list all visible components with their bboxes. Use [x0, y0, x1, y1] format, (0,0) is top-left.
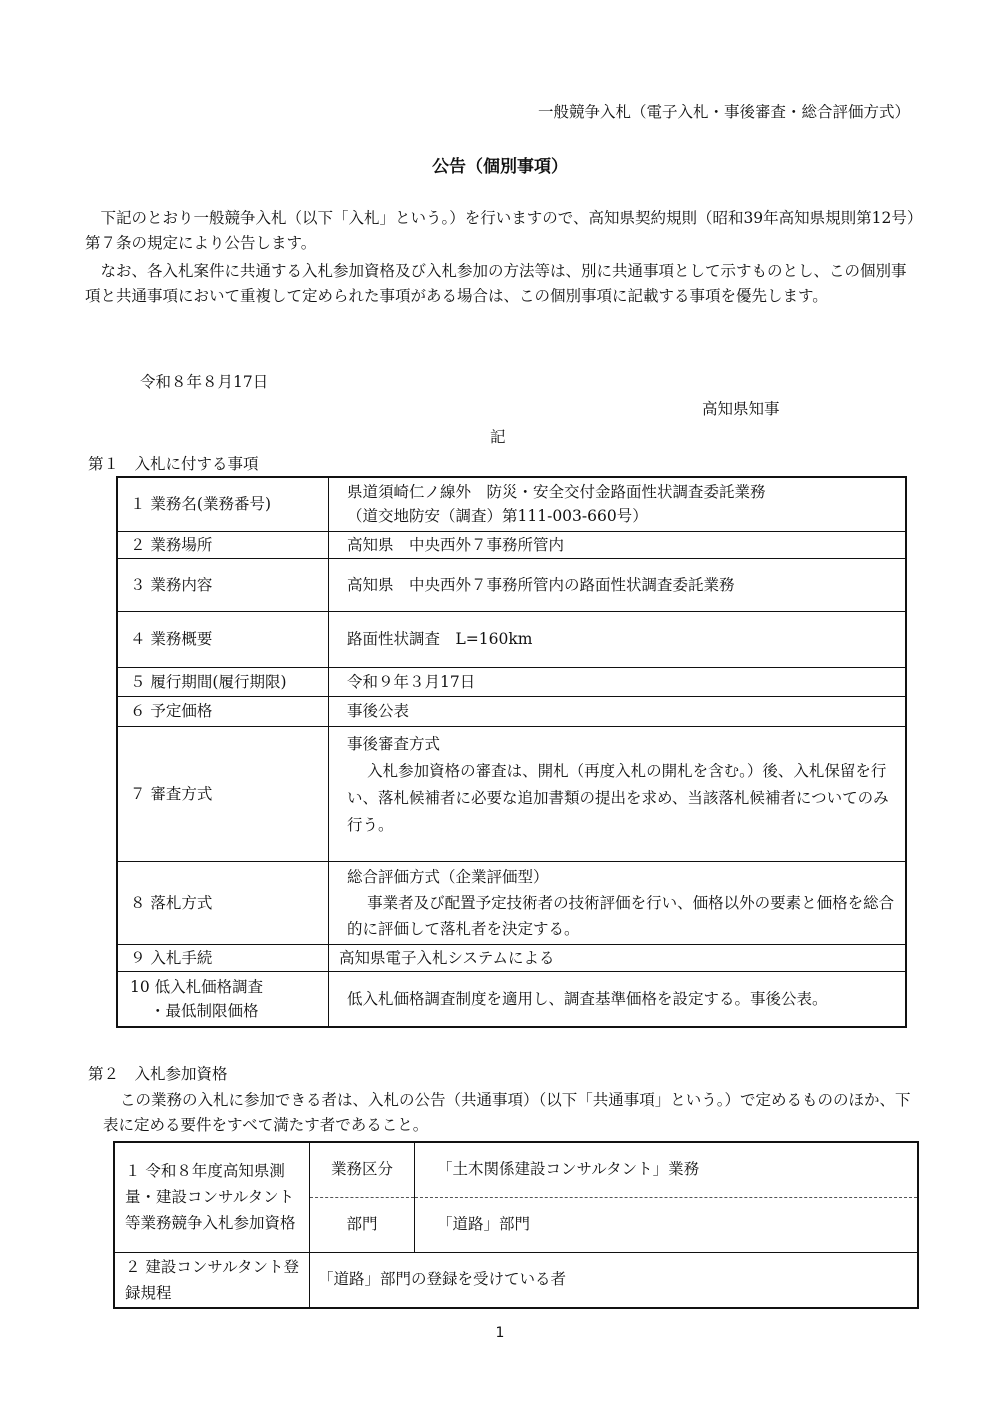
row-value: 高知県 中央西外７事務所管内の路面性状調査委託業務: [329, 558, 907, 611]
section1-heading: 第１ 入札に付する事項: [88, 455, 259, 473]
review-method: 事後審査方式: [347, 734, 441, 753]
row-key: １ 令和８年度高知県測量・建設コンサルタント等業務競争入札参加資格: [114, 1142, 310, 1252]
section2-text: この業務の入札に参加できる者は、入札の公告（共通事項）（以下「共通事項」という。）で定めるもののほか、下表に定める要件をすべて満たす者であること。: [103, 1091, 911, 1134]
sub-label: 部門: [310, 1197, 415, 1252]
bid-method-label: 一般競争入札（電子入札・事後審査・総合評価方式）: [537, 103, 910, 121]
row-value: 路面性状調査 L=160km: [329, 611, 907, 667]
row-value: [329, 726, 907, 861]
row-key: １ 業務名(業務番号): [117, 477, 329, 531]
table-row: [114, 1252, 918, 1308]
row-value: 「道路」部門の登録を受けている者: [310, 1252, 919, 1308]
table-row: [117, 944, 906, 971]
row-value: [329, 477, 907, 531]
award-method: 総合評価方式（企業評価型）: [347, 867, 549, 886]
issuer: 高知県知事: [702, 400, 780, 418]
row-key: ４ 業務概要: [117, 611, 329, 667]
business-number: （道交地防安（調査）第111-003-660号）: [347, 507, 648, 526]
row-key: ８ 落札方式: [117, 861, 329, 944]
row-key: ２ 建設コンサルタント登録規程: [114, 1252, 310, 1308]
table-row: [114, 1142, 918, 1197]
row-key-line1: 10 低入札価格調査: [130, 977, 264, 996]
row-value: 低入札価格調査制度を適用し、調査基準価格を設定する。事後公表。: [329, 971, 907, 1027]
row-value: [329, 861, 907, 944]
notice-date: 令和８年８月17日: [140, 373, 269, 391]
sub-value: 「土木関係建設コンサルタント」業務: [415, 1142, 919, 1197]
sub-value: 「道路」部門: [415, 1197, 919, 1252]
section2-heading: 第２ 入札参加資格: [88, 1065, 228, 1083]
row-key: ５ 履行期間(履行期限): [117, 667, 329, 696]
row-key: ９ 入札手続: [117, 944, 329, 971]
award-description: 事業者及び配置予定技術者の技術評価を行い、価格以外の要素と価格を総合的に評価して落札者を決定する。: [347, 893, 895, 938]
ki-mark: 記: [490, 428, 506, 446]
business-name: 県道須崎仁ノ線外 防災・安全交付金路面性状調査委託業務: [347, 483, 766, 502]
row-key: ６ 予定価格: [117, 696, 329, 726]
page-title: 公告（個別事項）: [432, 157, 568, 177]
review-description: 入札参加資格の審査は、開札（再度入札の開札を含む。）後、入札保留を行い、落札候補者に必要な追加書類の提出を求め、当該落札候補者についてのみ行う。: [347, 761, 889, 834]
row-value: 令和９年３月17日: [329, 667, 907, 696]
table-row: [117, 477, 906, 531]
intro-paragraph-2: なお、各入札案件に共通する入札参加資格及び入札参加の方法等は、別に共通事項として示すものとし、この個別事項と共通事項において重複して定められた事項がある場合は、この個別事項に記載する事項を優先します。: [85, 262, 907, 305]
sub-label: 業務区分: [310, 1142, 415, 1197]
table-row: [117, 531, 906, 558]
table-row: [117, 726, 906, 861]
table-row: [117, 861, 906, 944]
row-key-line2: ・最低制限価格: [150, 1001, 259, 1020]
table-row: [117, 558, 906, 611]
page-number: 1: [495, 1325, 505, 1341]
row-key: [117, 971, 329, 1027]
table-row: [117, 696, 906, 726]
row-key: ７ 審査方式: [117, 726, 329, 861]
row-value: 高知県 中央西外７事務所管内: [329, 531, 907, 558]
row-value: 高知県電子入札システムによる: [329, 944, 907, 971]
table-row: [117, 971, 906, 1027]
bid-items-table: [116, 476, 907, 1028]
table-row: [117, 667, 906, 696]
row-key: ３ 業務内容: [117, 558, 329, 611]
qualification-table: [113, 1141, 919, 1309]
row-key: ２ 業務場所: [117, 531, 329, 558]
intro-paragraph-1: 下記のとおり一般競争入札（以下「入札」という。）を行いますので、高知県契約規則（昭和39年高知県規則第12号）第７条の規定により公告します。: [85, 209, 915, 252]
row-value: 事後公表: [329, 696, 907, 726]
table-row: [117, 611, 906, 667]
